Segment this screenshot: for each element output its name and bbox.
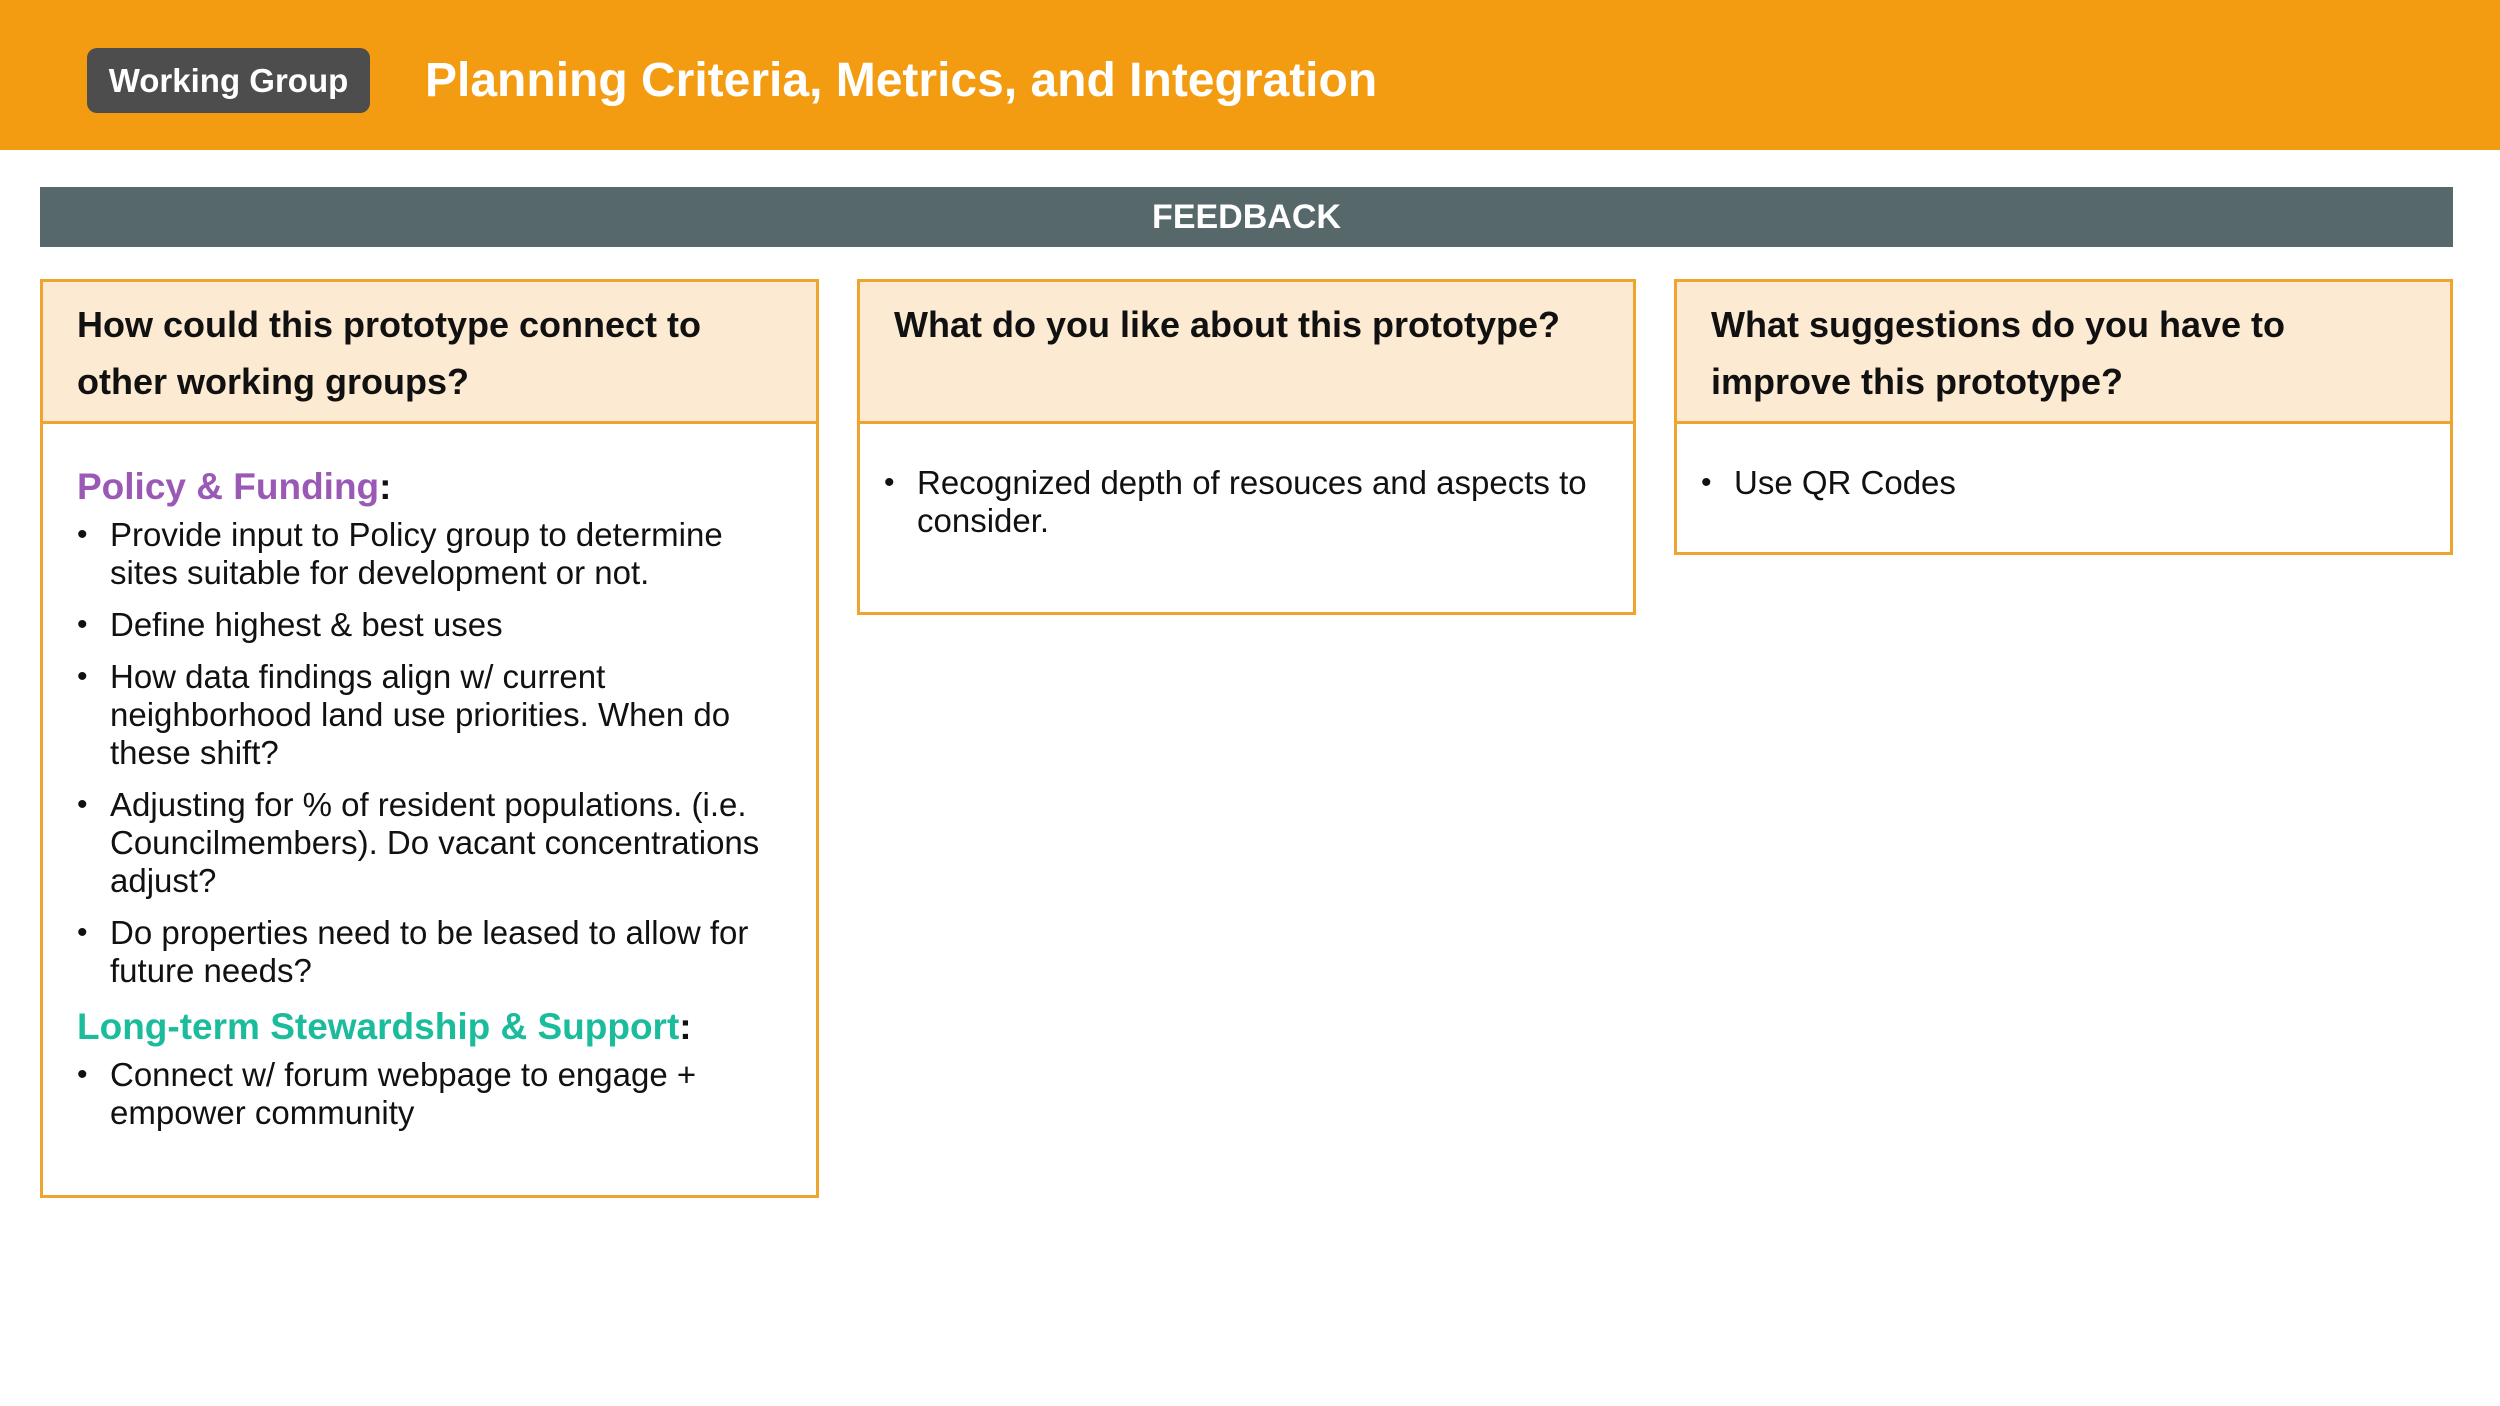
category-name: Policy & Funding xyxy=(77,466,380,507)
list-item: • Adjusting for % of resident populations. (i.e. Councilmembers). Do vacant concentrations adjust? xyxy=(77,786,792,900)
bullet-list xyxy=(884,464,1609,540)
working-group-badge: Working Group xyxy=(87,48,370,113)
list-item: • How data findings align w/ current neighborhood land use priorities. When do these shift? xyxy=(77,658,792,772)
bullet-list xyxy=(77,1056,792,1132)
category-title-stewardship xyxy=(77,1004,792,1050)
list-item: • Connect w/ forum webpage to engage + empower community xyxy=(77,1056,792,1132)
category-colon: : xyxy=(379,466,392,507)
category-colon: : xyxy=(679,1006,692,1047)
bullet-list xyxy=(77,516,792,990)
category-title-policy-funding xyxy=(77,464,792,510)
feedback-card-connections xyxy=(40,279,819,1198)
page-title: Planning Criteria, Metrics, and Integration xyxy=(425,54,1378,107)
feedback-card-likes xyxy=(857,279,1636,615)
list-item: • Do properties need to be leased to allow for future needs? xyxy=(77,914,792,990)
category-name: Long-term Stewardship & Support xyxy=(77,1006,680,1047)
feedback-banner: FEEDBACK xyxy=(40,187,2453,247)
list-item: • Recognized depth of resouces and aspects to consider. xyxy=(884,464,1609,540)
bullet-list xyxy=(1701,464,2426,502)
card-body xyxy=(1677,424,2450,526)
card-question: How could this prototype connect to other working groups? xyxy=(43,282,816,424)
header-bar xyxy=(0,0,2500,150)
list-item: • Use QR Codes xyxy=(1701,464,2426,502)
feedback-card-suggestions xyxy=(1674,279,2453,555)
list-item: • Provide input to Policy group to determine sites suitable for development or not. xyxy=(77,516,792,592)
list-item: • Define highest & best uses xyxy=(77,606,792,644)
card-body xyxy=(860,424,1633,564)
card-question: What do you like about this prototype? xyxy=(860,282,1633,424)
card-question: What suggestions do you have to improve this prototype? xyxy=(1677,282,2450,424)
card-body xyxy=(43,424,816,1156)
